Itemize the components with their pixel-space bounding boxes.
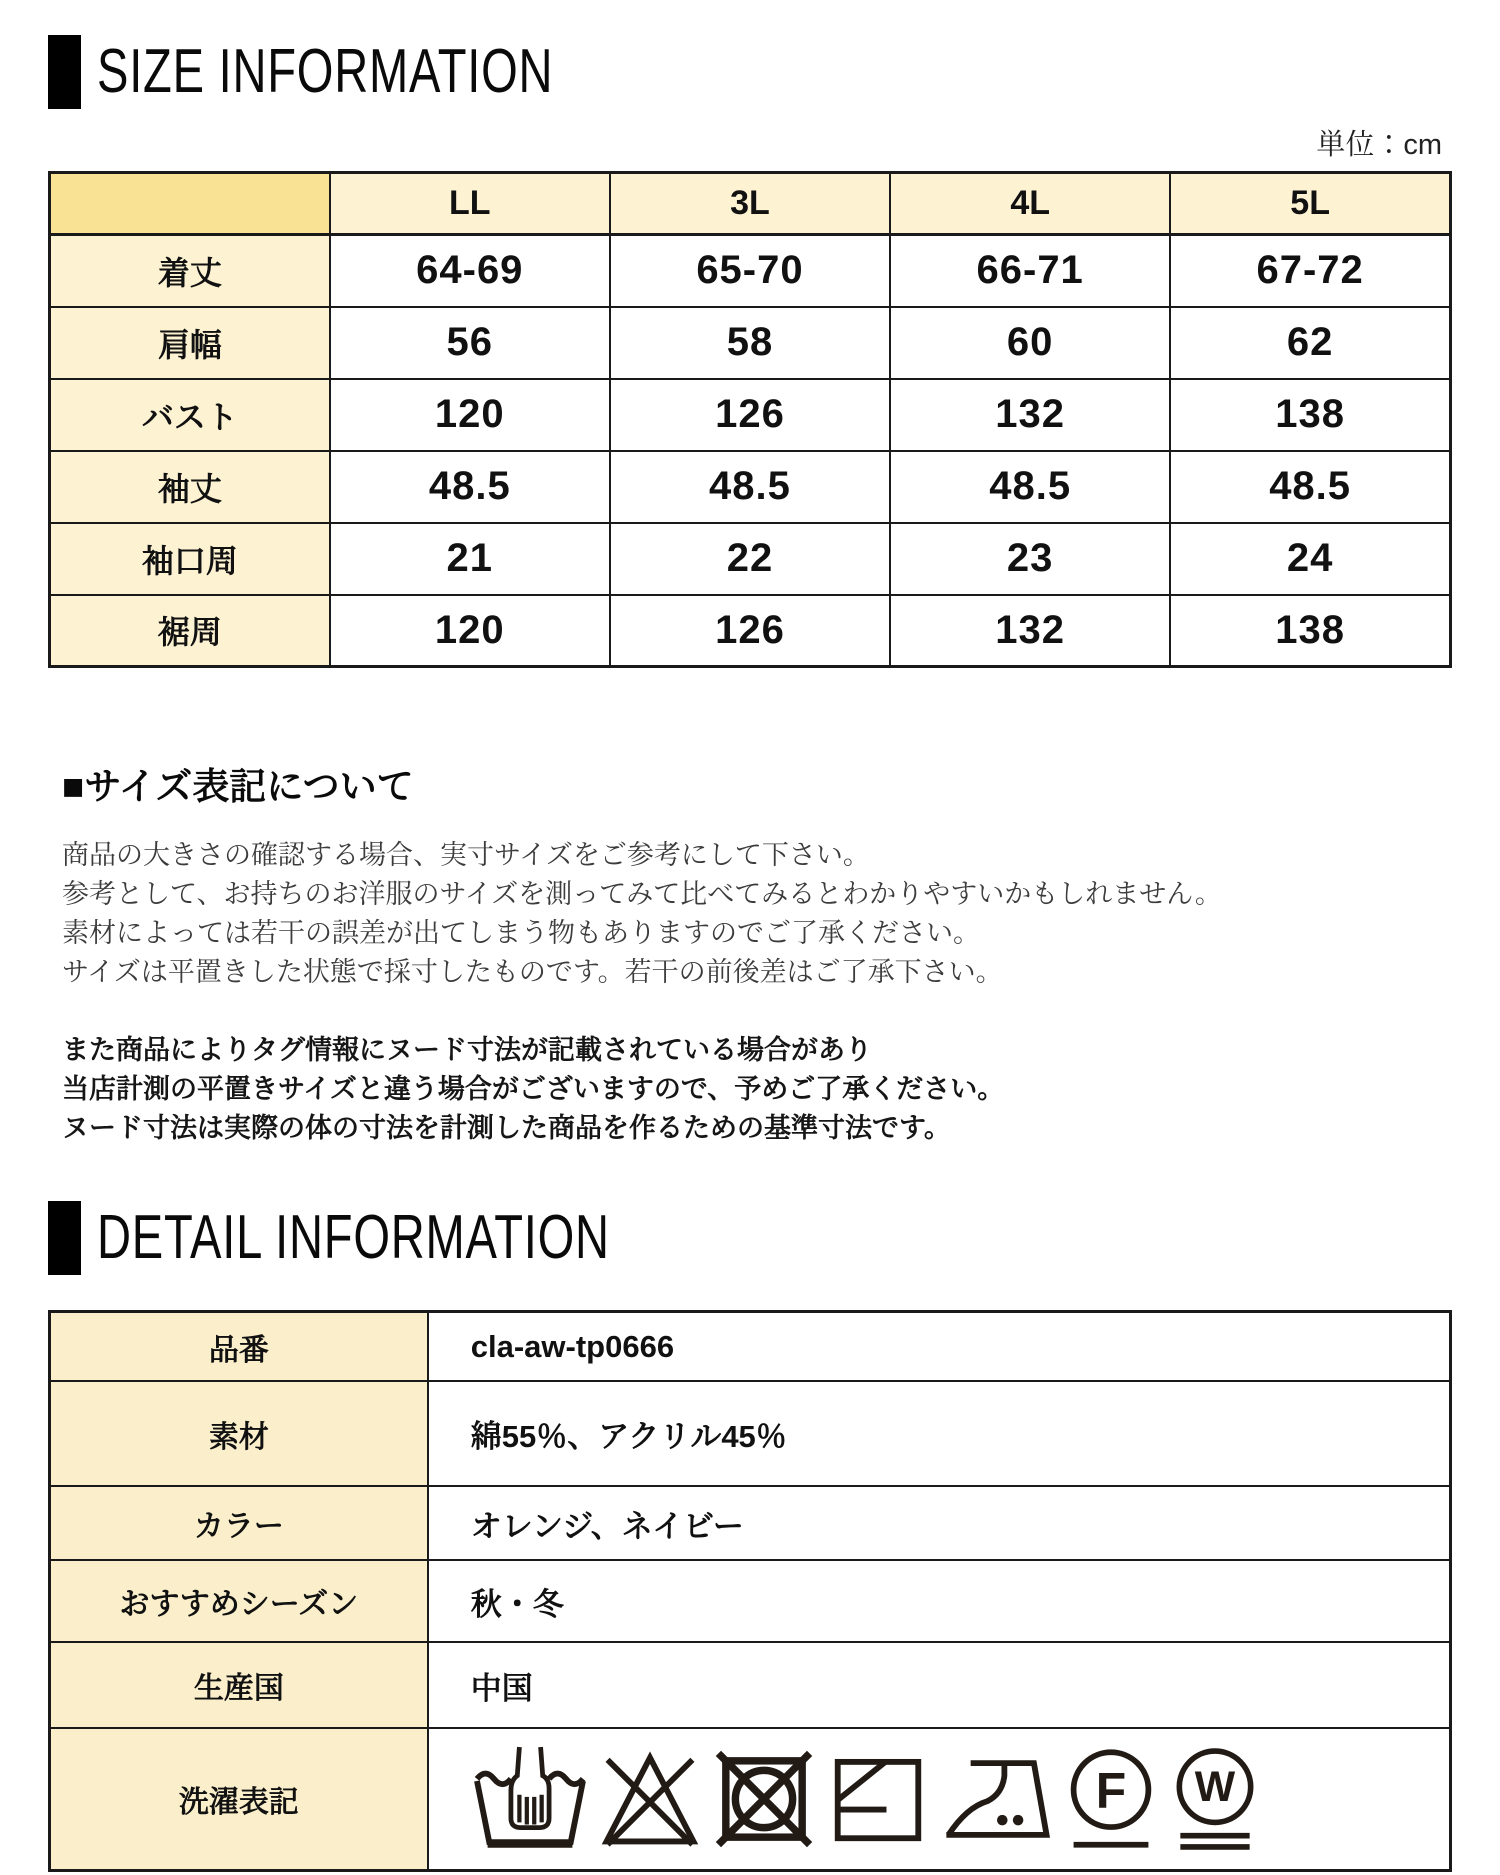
size-value-cell: 48.5 [330, 451, 610, 523]
detail-row-label: おすすめシーズン [50, 1560, 428, 1642]
size-value-cell: 48.5 [610, 451, 890, 523]
detail-row-value: 中国 [428, 1642, 1451, 1728]
heading-block-icon [48, 35, 81, 109]
size-value-cell: 23 [890, 523, 1170, 595]
detail-row-label: 生産国 [50, 1642, 428, 1728]
size-value-cell: 126 [610, 595, 890, 667]
note-bold-line: ヌード寸法は実際の体の寸法を計測した商品を作るための基準寸法です。 [62, 1112, 951, 1143]
size-value-cell: 58 [610, 307, 890, 379]
size-value-cell: 21 [330, 523, 610, 595]
do-not-tumble-dry-icon [711, 1746, 817, 1852]
detail-table-row [50, 1560, 1451, 1642]
detail-row-value: 秋・冬 [428, 1560, 1451, 1642]
note-bold-line: 当店計測の平置きサイズと違う場合がございますので、予めご了承ください。 [62, 1073, 1005, 1104]
size-row-label: 袖口周 [50, 523, 330, 595]
size-column-header: LL [330, 173, 610, 235]
svg-text:W: W [1194, 1763, 1235, 1812]
detail-table [48, 1310, 1452, 1872]
dry-flat-in-shade-icon [825, 1746, 931, 1852]
size-value-cell: 48.5 [1170, 451, 1450, 523]
size-value-cell: 60 [890, 307, 1170, 379]
care-row-value [428, 1728, 1451, 1870]
size-note-paragraph [62, 836, 1452, 993]
do-not-bleach-icon [597, 1746, 703, 1852]
size-table-row [50, 523, 1451, 595]
detail-table-row [50, 1311, 1451, 1381]
note-bold-line: また商品によりタグ情報にヌード寸法が記載されている場合があり [62, 1034, 872, 1065]
detail-information-title: DETAIL INFORMATION [97, 1202, 610, 1272]
size-column-header: 3L [610, 173, 890, 235]
size-value-cell: 22 [610, 523, 890, 595]
size-value-cell: 132 [890, 595, 1170, 667]
note-line: 参考として、お持ちのお洋服のサイズを測ってみて比べてみるとわかりやすいかもしれません。 [62, 879, 1222, 910]
size-row-label: 肩幅 [50, 307, 330, 379]
size-table-row [50, 235, 1451, 307]
size-table-row [50, 595, 1451, 667]
size-table-row [50, 379, 1451, 451]
size-note-bold-paragraph [62, 1031, 1452, 1148]
size-row-label: 袖丈 [50, 451, 330, 523]
detail-row-label: 素材 [50, 1381, 428, 1486]
detail-row-value: cla-aw-tp0666 [428, 1311, 1451, 1381]
size-value-cell: 138 [1170, 379, 1450, 451]
size-value-cell: 132 [890, 379, 1170, 451]
size-table-row [50, 307, 1451, 379]
care-row-label: 洗濯表記 [50, 1728, 428, 1870]
size-value-cell: 126 [610, 379, 890, 451]
svg-text:F: F [1095, 1762, 1126, 1819]
size-note-heading: ■サイズ表記について [62, 766, 414, 807]
detail-row-value: オレンジ、ネイビー [428, 1486, 1451, 1560]
size-value-cell: 24 [1170, 523, 1450, 595]
size-row-label: 着丈 [50, 235, 330, 307]
detail-row-care [50, 1728, 1451, 1870]
detail-row-label: 品番 [50, 1311, 428, 1381]
note-line: 商品の大きさの確認する場合、実寸サイズをご参考にして下さい。 [62, 840, 870, 870]
wet-clean-very-gentle-icon [1167, 1746, 1263, 1852]
detail-table-row [50, 1486, 1451, 1560]
size-value-cell: 67-72 [1170, 235, 1450, 307]
size-value-cell: 56 [330, 307, 610, 379]
size-value-cell: 66-71 [890, 235, 1170, 307]
detail-row-value: 綿55％、アクリル45％ [428, 1381, 1451, 1486]
size-value-cell: 48.5 [890, 451, 1170, 523]
size-column-header: 4L [890, 173, 1170, 235]
size-table-row [50, 451, 1451, 523]
size-value-cell: 120 [330, 595, 610, 667]
detail-information-heading [48, 1200, 1452, 1276]
size-value-cell: 62 [1170, 307, 1450, 379]
heading-block-icon [48, 1201, 81, 1275]
note-line: 素材によっては若干の誤差が出てしまう物もありますのでご了承ください。 [62, 918, 980, 949]
size-information-title: SIZE INFORMATION [97, 37, 554, 106]
size-row-label: バスト [50, 379, 330, 451]
iron-medium-heat-icon [939, 1746, 1055, 1852]
size-value-cell: 138 [1170, 595, 1450, 667]
size-value-cell: 64-69 [330, 235, 610, 307]
detail-table-row [50, 1642, 1451, 1728]
size-table-corner-cell [50, 173, 330, 235]
note-line: サイズは平置きした状態で採寸したものです。若干の前後差はご了承下さい。 [62, 957, 1003, 988]
size-column-header: 5L [1170, 173, 1450, 235]
laundry-care-icons [471, 1746, 1449, 1852]
size-value-cell: 120 [330, 379, 610, 451]
detail-table-row [50, 1381, 1451, 1486]
hand-wash-icon [471, 1746, 589, 1852]
dry-clean-petroleum-gentle-icon [1063, 1746, 1159, 1852]
size-row-label: 裾周 [50, 595, 330, 667]
size-information-heading [48, 34, 1452, 110]
size-table-header-row [50, 173, 1451, 235]
detail-row-label: カラー [50, 1486, 428, 1560]
unit-note: 単位：cm [1316, 129, 1442, 161]
size-value-cell: 65-70 [610, 235, 890, 307]
size-table [48, 171, 1452, 668]
